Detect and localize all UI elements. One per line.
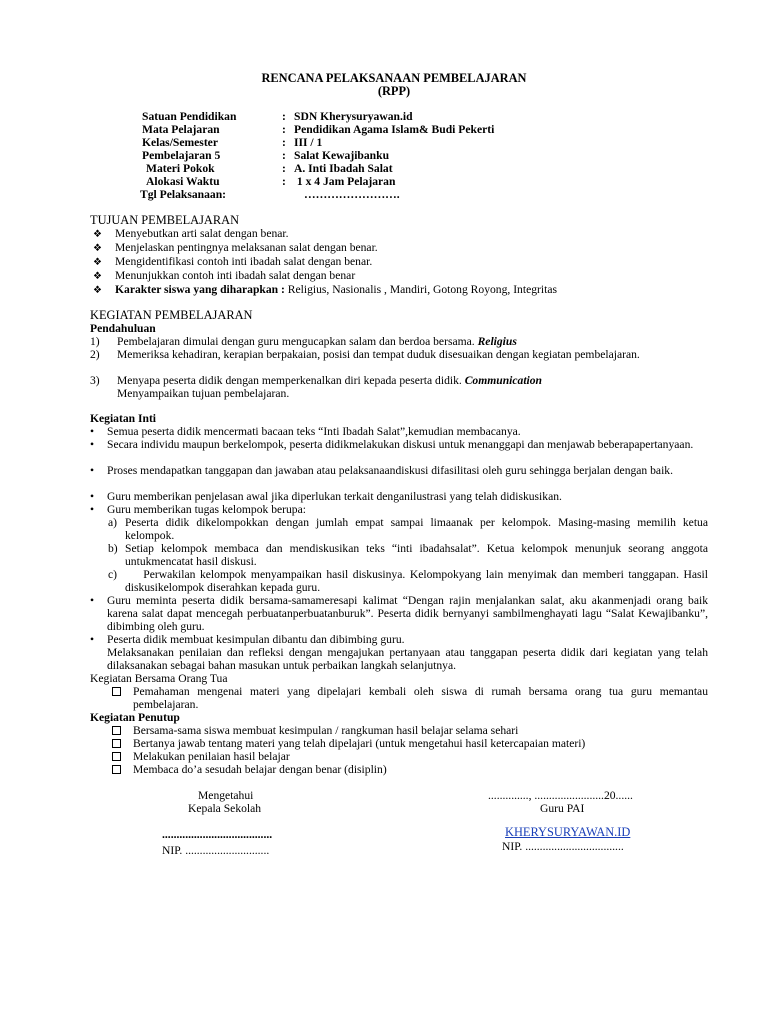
bullet-icon: • [90, 425, 95, 438]
subheading-inti: Kegiatan Inti [90, 412, 157, 425]
sub-item: b) Setiap kelompok membaca dan mendiskusikan teks “inti ibadahsalat”. Ketua kelompok menunjuk seorang anggota untukmencatat hasil diskusi. [108, 542, 708, 568]
document-title: RENCANA PELAKSANAAN PEMBELAJARAN [261, 71, 527, 85]
diamond-bullet-icon: ❖ [93, 271, 102, 282]
bullet-icon: • [90, 490, 95, 503]
signature-left-nip: NIP. ............................. [162, 844, 270, 857]
list-item: ❖ Menunjukkan contoh inti ibadah salat dengan benar [93, 269, 356, 282]
list-item: • Proses mendapatkan tanggapan dan jawaban atau pelaksanaandiskusi difasilitasi oleh guru sehingga berjalan dengan baik. [90, 464, 673, 477]
list-item: • Guru meminta peserta didik bersama-samameresapi kalimat “Dengan rajin menjalankan salat, aku akanmenjadi orang baik karena salat dapat mencegah perbuatanperbuatanburuk”. Peserta didik bernyanyi sambilmenghayati lagu “Salat Kewajibanku”, dibimbing oleh guru. [90, 594, 708, 633]
list-item: • Secara individu maupun berkelompok, peserta didikmelakukan diskusi untuk menanggapi dan menjawab beberapapertanyaan. [90, 438, 694, 451]
list-item: • Guru memberikan penjelasan awal jika diperlukan terkait denganilustrasi yang telah didiskusikan. [90, 490, 562, 503]
identity-row: Pembelajaran 5 : Salat Kewajibanku [142, 149, 390, 162]
bullet-icon: • [90, 464, 95, 477]
diamond-bullet-icon: ❖ [93, 285, 102, 296]
checkbox-icon [112, 687, 121, 696]
checkbox-item: Bertanya jawab tentang materi yang telah dipelajari (untuk mengetahui hasil ketercapaian materi) [112, 737, 708, 750]
checkbox-icon [112, 765, 121, 774]
list-item: ❖ Menjelaskan pentingnya melaksanan salat dengan benar. [93, 241, 378, 254]
karakter-row: ❖ Karakter siswa yang diharapkan : Religius, Nasionalis , Mandiri, Gotong Royong, Integritas [93, 283, 557, 296]
list-item: ❖ Mengidentifikasi contoh inti ibadah salat dengan benar. [93, 255, 373, 268]
signature-right-date: .............., ........................20...... [488, 789, 633, 802]
checkbox-icon [112, 739, 121, 748]
sub-item: a) Peserta didik dikelompokkan dengan jumlah empat sampai limaanak per kelompok. Masing-masing memilih ketua kelompok. [108, 516, 708, 542]
subheading-penutup: Kegiatan Penutup [90, 711, 180, 724]
checkbox-item: Melakukan penilaian hasil belajar [112, 750, 708, 763]
document-subtitle: (RPP) [377, 84, 411, 98]
closing-paragraph: Melaksanakan penilaian dan refleksi dengan mengajukan pertanyaan atau tanggapan peserta didik dari kegiatan yang telah dilaksanakan sebagai bahan masukan untuk perbaikan langkah selanjutnya. [107, 646, 708, 672]
checkbox-icon [112, 726, 121, 735]
section-heading-kegiatan: KEGIATAN PEMBELAJARAN [90, 308, 253, 322]
identity-value: A. Inti Ibadah Salat [294, 162, 393, 175]
character-tag: Communication [464, 374, 542, 387]
checkbox-item: Membaca do’a sesudah belajar dengan benar (disiplin) [112, 763, 708, 776]
identity-value: SDN Kherysuryawan.id [294, 110, 413, 123]
list-item: • Guru memberikan tugas kelompok berupa: [90, 503, 306, 516]
bullet-icon: • [90, 594, 95, 607]
checkbox-icon [112, 752, 121, 761]
bullet-icon: • [90, 438, 95, 451]
diamond-bullet-icon: ❖ [93, 229, 102, 240]
diamond-bullet-icon: ❖ [93, 257, 102, 268]
karakter-values: Religius, Nasionalis , Mandiri, Gotong Royong, Integritas [287, 283, 557, 296]
list-item: ❖ Menyebutkan arti salat dengan benar. [93, 227, 289, 240]
signature-right-role: Guru PAI [540, 802, 585, 815]
diamond-bullet-icon: ❖ [93, 243, 102, 254]
subheading-orang-tua: Kegiatan Bersama Orang Tua [90, 672, 228, 685]
identity-row: Satuan Pendidikan : SDN Kherysuryawan.id [142, 110, 413, 123]
identity-value: Salat Kewajibanku [294, 149, 390, 162]
bullet-icon: • [90, 503, 95, 516]
identity-value: ……………………. [304, 188, 400, 201]
list-item: • Semua peserta didik mencermati bacaan teks “Inti Ibadah Salat”,kemudian membacanya. [90, 425, 521, 438]
signature-left-caption: Mengetahui [198, 789, 254, 802]
identity-value: Pendidikan Agama Islam& Budi Pekerti [294, 123, 495, 136]
identity-value: III / 1 [294, 136, 323, 149]
signature-left-role: Kepala Sekolah [188, 802, 262, 815]
signature-right-nip: NIP. .................................. [502, 840, 624, 853]
signature-left-name: ...................................... [162, 828, 273, 841]
numbered-item: 2) Memeriksa kehadiran, kerapian berpakaian, posisi dan tempat duduk disesuaikan dengan kegiatan pembelajaran. [90, 348, 640, 361]
list-item: • Peserta didik membuat kesimpulan dibantu dan dibimbing guru. [90, 633, 405, 646]
subheading-pendahuluan: Pendahuluan [90, 322, 156, 335]
bullet-icon: • [90, 633, 95, 646]
signature-right-name-link[interactable]: KHERYSURYAWAN.ID [505, 825, 631, 839]
identity-row: Kelas/Semester : III / 1 [142, 136, 323, 149]
identity-value: 1 x 4 Jam Pelajaran [294, 175, 396, 188]
identity-row: Mata Pelajaran : Pendidikan Agama Islam& Budi Pekerti [142, 123, 495, 136]
checkbox-item: Bersama-sama siswa membuat kesimpulan / rangkuman hasil belajar selama sehari [112, 724, 708, 737]
checkbox-item: Pemahaman mengenai materi yang dipelajari kembali oleh siswa di rumah bersama orang tua guru memantau pembelajaran. [112, 685, 708, 711]
numbered-item: 3) Menyapa peserta didik dengan memperkenalkan diri kepada peserta didik. Communication Menyampaikan tujuan pembelajaran. [90, 374, 542, 400]
character-tag: Religius [477, 335, 517, 348]
section-heading-tujuan: TUJUAN PEMBELAJARAN [90, 213, 240, 227]
identity-row: Alokasi Waktu : 1 x 4 Jam Pelajaran [146, 175, 396, 188]
sub-item: c) Perwakilan kelompok menyampaikan hasil diskusinya. Kelompokyang lain menyimak dan memberi tanggapan. Hasil diskusikelompok diserahkan kepada guru. [108, 568, 711, 594]
numbered-item: 1) Pembelajaran dimulai dengan guru mengucapkan salam dan berdoa bersama. Religius [90, 335, 517, 348]
identity-row: Materi Pokok : A. Inti Ibadah Salat [146, 162, 393, 175]
identity-row: Tgl Pelaksanaan: ……………………. [140, 188, 400, 201]
